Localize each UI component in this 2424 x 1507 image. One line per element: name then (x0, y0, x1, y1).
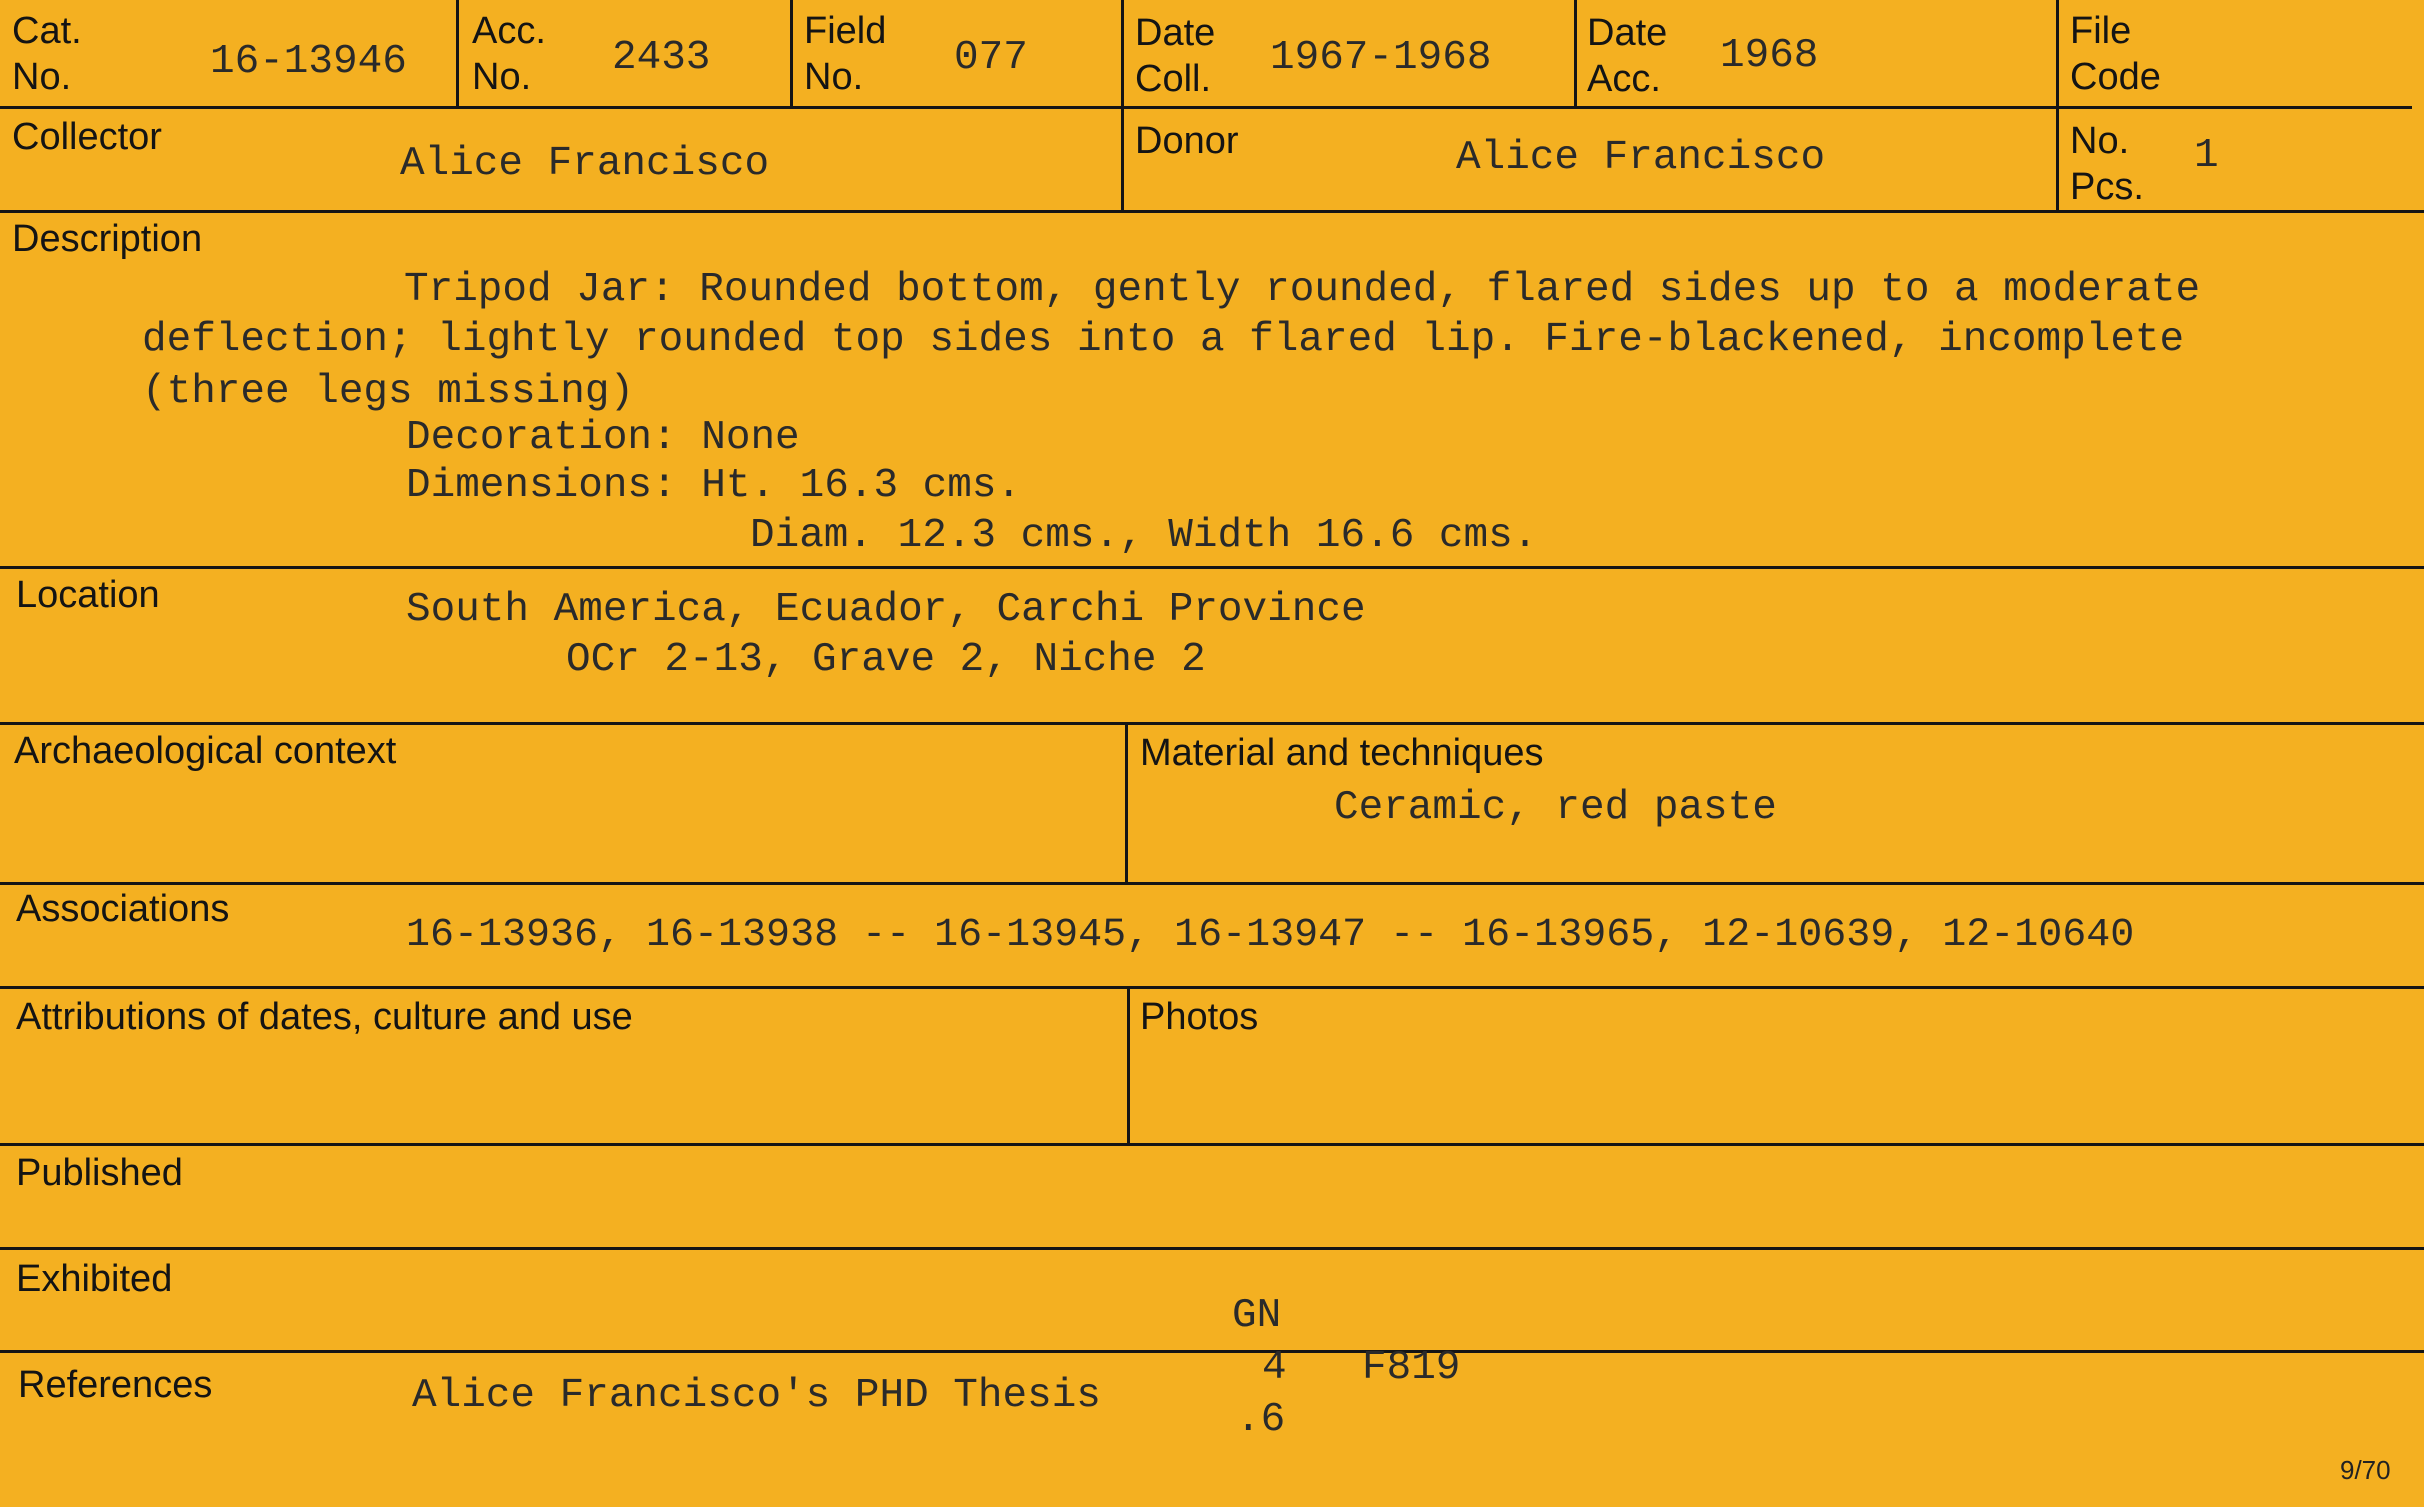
published-label: Published (16, 1152, 183, 1194)
date-acc-value: 1968 (1720, 33, 1819, 79)
acc-no-value: 2433 (612, 35, 711, 81)
donor-value: Alice Francisco (1456, 135, 1826, 181)
description-label: Description (12, 218, 203, 260)
rule (0, 1143, 2424, 1146)
date-coll-value: 1967-1968 (1270, 35, 1492, 81)
file-code-label: File Code (2070, 10, 2161, 98)
cat-no-value: 16-13946 (210, 39, 407, 85)
material-label: Material and techniques (1140, 732, 1544, 774)
rule (1574, 0, 1577, 108)
collector-value: Alice Francisco (400, 141, 770, 187)
description-line: Dimensions: Ht. 16.3 cms. (406, 463, 1022, 509)
no-pcs-value: 1 (2194, 133, 2219, 179)
description-line: (three legs missing) (142, 369, 635, 415)
location-line: OCr 2-13, Grave 2, Niche 2 (566, 637, 1206, 683)
reference-number: 4 (1262, 1345, 1287, 1391)
rule (456, 0, 459, 108)
description-line: deflection; lightly rounded top sides into a flared lip. Fire-blackened, incomplete (142, 317, 2185, 363)
rule (1121, 0, 1124, 212)
location-label: Location (16, 574, 160, 616)
rule (1125, 722, 1128, 884)
rule (1127, 986, 1130, 1145)
print-code: 9/70 (2340, 1455, 2391, 1485)
donor-label: Donor (1135, 120, 1239, 162)
description-line: Diam. 12.3 cms., Width 16.6 cms. (750, 513, 1538, 559)
collector-label: Collector (12, 116, 162, 158)
rule (0, 1350, 2424, 1353)
rule (0, 566, 2424, 569)
references-label: References (18, 1364, 213, 1406)
rule (0, 106, 2412, 109)
rule (0, 722, 2424, 725)
archaeological-context-label: Archaeological context (14, 730, 397, 772)
acc-no-label: Acc. No. (472, 10, 546, 98)
material-value: Ceramic, red paste (1334, 785, 1777, 831)
rule (0, 882, 2424, 885)
field-no-value: 077 (954, 35, 1028, 81)
location-line: South America, Ecuador, Carchi Province (406, 587, 1366, 633)
attributions-label: Attributions of dates, culture and use (16, 996, 633, 1038)
rule (2056, 0, 2059, 212)
reference-code: F819 (1362, 1345, 1461, 1391)
date-coll-label: Date Coll. (1135, 12, 1216, 100)
photos-label: Photos (1140, 996, 1259, 1038)
rule (0, 1247, 2424, 1250)
rule (0, 986, 2424, 989)
reference-gn: GN (1232, 1293, 1282, 1339)
associations-value: 16-13936, 16-13938 -- 16-13945, 16-13947 -- 16-13965, 12-10639, 12-10640 (406, 913, 2135, 958)
rule (790, 0, 793, 108)
field-no-label: Field No. (804, 10, 887, 98)
no-pcs-label: No. Pcs. (2070, 120, 2144, 208)
reference-decimal: .6 (1236, 1397, 1286, 1443)
exhibited-label: Exhibited (16, 1258, 173, 1300)
description-line: Decoration: None (406, 415, 800, 461)
cat-no-label: Cat. No. (12, 10, 82, 98)
date-acc-label: Date Acc. (1587, 12, 1668, 100)
associations-label: Associations (16, 888, 230, 930)
references-value: Alice Francisco's PHD Thesis (412, 1373, 1101, 1419)
description-line: Tripod Jar: Rounded bottom, gently rounded, flared sides up to a moderate (404, 267, 2201, 313)
rule (0, 210, 2424, 213)
